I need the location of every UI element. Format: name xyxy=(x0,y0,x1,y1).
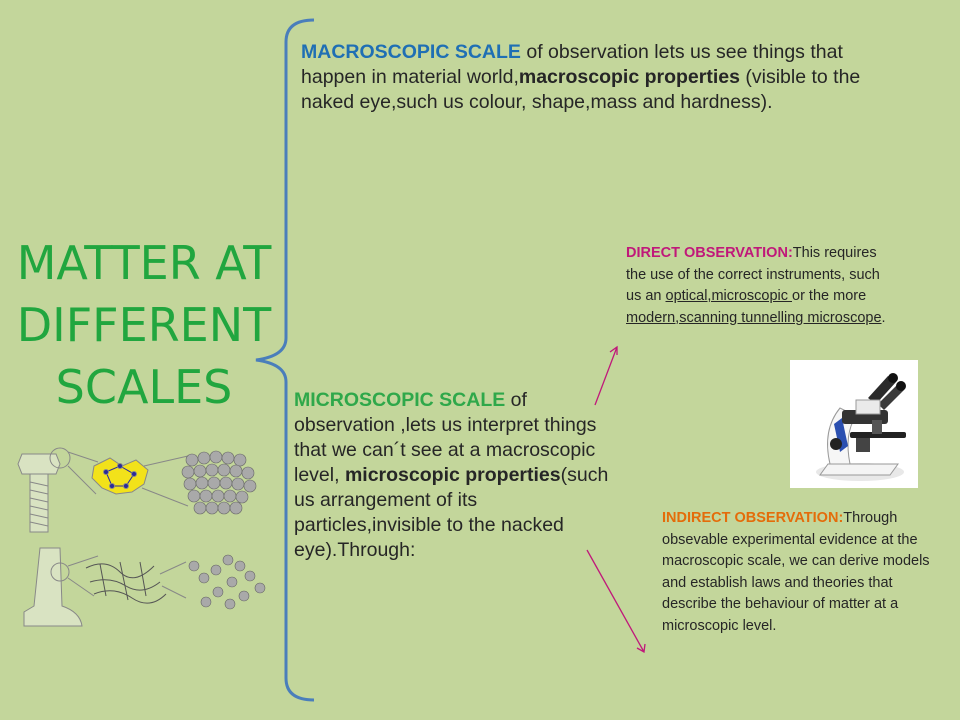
microscopic-properties-bold: microscopic properties xyxy=(344,464,561,486)
macroscopic-properties-bold: macroscopic properties xyxy=(518,66,740,88)
microscopic-text-1: of observation ,lets us interpret things that we can´t see at a macroscopic level, xyxy=(294,389,597,486)
direct-observation-text xyxy=(626,243,886,329)
microscopic-paragraph xyxy=(294,388,614,563)
arrow-to-indirect xyxy=(587,550,645,652)
indirect-observation-text xyxy=(662,508,937,637)
macroscopic-text-1: of observation lets us see things that happen in material world, xyxy=(301,41,843,88)
direct-text-1: This requires the use of the correct instruments, such us an xyxy=(626,245,880,304)
direct-observation-heading: DIRECT OBSERVATION xyxy=(626,245,788,261)
direct-colon: : xyxy=(787,245,793,261)
direct-end: . xyxy=(881,309,886,326)
optical-microscope-link[interactable]: optical,microscopic xyxy=(665,288,793,304)
metal-atoms-lattice xyxy=(182,451,256,514)
macroscopic-text-2: (visible to the naked eye,such us colour, shape,mass and hardness). xyxy=(301,66,861,113)
microscopic-heading: MICROSCOPIC SCALE xyxy=(294,389,506,411)
title-line-2: DIFFERENT xyxy=(16,298,272,352)
title-line-3: SCALES xyxy=(55,360,233,414)
microscope-image xyxy=(790,360,918,488)
boot-particles-illustration xyxy=(24,548,186,626)
particle-illustrations xyxy=(10,436,280,648)
indirect-colon: : xyxy=(838,510,844,526)
direct-text-2: or the more xyxy=(792,288,867,304)
indirect-observation-heading: INDIRECT OBSERVATION xyxy=(662,510,839,526)
indirect-text: Through obsevable experimental evidence at the macroscopic scale, we can derive models and establish laws and theories that describe the behaviour of matter at a microscopic level. xyxy=(662,510,930,634)
microscopic-text-2: (such us arrangement of its particles,invisible to the nacked eye).Through: xyxy=(294,464,609,561)
gas-molecules xyxy=(189,555,265,609)
macroscopic-paragraph xyxy=(301,40,861,115)
macroscopic-heading: MACROSCOPIC SCALE xyxy=(301,41,521,63)
scanning-tunnelling-microscope-link[interactable]: modern,scanning tunnelling microscope xyxy=(626,309,882,326)
title-line-1: MATTER AT xyxy=(16,236,272,290)
bolt-particles-illustration xyxy=(18,448,188,532)
